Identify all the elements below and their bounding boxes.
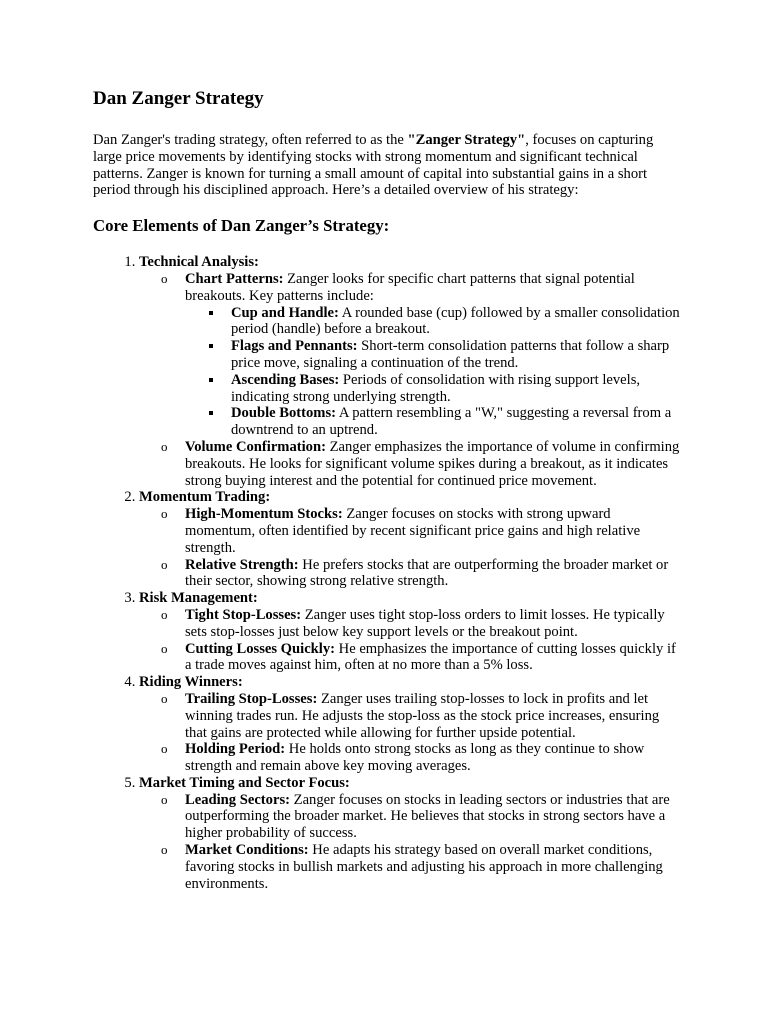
sub-item-holding-period (185, 741, 683, 775)
sub-item-volume-confirmation (185, 439, 683, 489)
pattern-text: A rounded base (cup) followed by a smaller consolidation period (handle) before a breakout. (231, 304, 680, 338)
sub-item-text: Zanger looks for specific chart patterns that signal potential breakouts. Key patterns include: (185, 270, 635, 304)
sub-item-relative-strength (185, 557, 683, 591)
pattern-ascending-bases (231, 372, 683, 406)
pattern-double-bottoms (231, 405, 683, 439)
list-item-risk-management (139, 590, 683, 674)
list-item-market-timing (139, 775, 683, 893)
sub-item-term: Trailing Stop-Losses: (185, 690, 318, 707)
sub-item-text: Zanger uses trailing stop-losses to lock in profits and let winning trades run. He adjusts the stop-loss as the stock price increases, ensuring that gains are protected while allowing for further upside potential. (185, 690, 660, 741)
pattern-text: A pattern resembling a "W," suggesting a reversal from a downtrend to an uptrend. (231, 405, 672, 439)
list-item-heading: Riding Winners: (139, 674, 243, 691)
intro-text-before: Dan Zanger's trading strategy, often referred to as the (93, 132, 408, 148)
list-item-momentum-trading (139, 489, 683, 590)
document-page (93, 87, 683, 892)
intro-strategy-name: "Zanger Strategy" (407, 132, 526, 148)
sub-list (139, 792, 683, 893)
list-item-riding-winners (139, 674, 683, 775)
pattern-term: Flags and Pennants: (231, 338, 358, 355)
list-item-heading: Market Timing and Sector Focus: (139, 774, 350, 791)
core-elements-list (93, 254, 683, 892)
sub-item-term: Cutting Losses Quickly: (185, 640, 336, 657)
pattern-list (185, 305, 683, 439)
sub-item-text: He prefers stocks that are outperforming the broader market or their sector, showing strong relative strength. (185, 556, 669, 590)
sub-item-text: Zanger focuses on stocks in leading sectors or industries that are outperforming the broader market. He believes that stocks in strong sectors have a higher probability of success. (185, 791, 670, 842)
sub-item-text: Zanger focuses on stocks with strong upward momentum, often identified by recent significant price gains and high relative strength. (185, 506, 641, 556)
sub-item-term: Holding Period: (185, 741, 286, 758)
sub-item-text: Zanger uses tight stop-loss orders to limit losses. He typically sets stop-losses just below key support levels or the breakout point. (185, 606, 665, 640)
sub-list (139, 607, 683, 674)
sub-list (139, 506, 683, 590)
sub-item-term: Volume Confirmation: (185, 438, 326, 455)
sub-item-text: He adapts his strategy based on overall market conditions, favoring stocks in bullish markets and adjusting his approach in more challenging environments. (185, 842, 663, 892)
section-heading: Core Elements of Dan Zanger’s Strategy: (93, 216, 390, 236)
pattern-term: Double Bottoms: (231, 405, 336, 422)
intro-paragraph (93, 132, 683, 199)
sub-item-term: Chart Patterns: (185, 270, 284, 287)
sub-item-term: Tight Stop-Losses: (185, 606, 302, 623)
sub-item-term: Leading Sectors: (185, 791, 290, 808)
sub-item-leading-sectors (185, 792, 683, 842)
sub-item-chart-patterns (185, 271, 683, 439)
list-item-technical-analysis (139, 254, 683, 489)
sub-item-high-momentum-stocks (185, 506, 683, 556)
sub-list (139, 691, 683, 775)
pattern-text: Periods of consolidation with rising support levels, indicating strong underlying strength. (231, 371, 641, 405)
sub-item-text: He emphasizes the importance of cutting losses quickly if a trade moves against him, often at no more than a 5% loss. (185, 640, 676, 674)
list-item-heading: Risk Management: (139, 590, 258, 607)
list-item-heading: Technical Analysis: (139, 254, 259, 271)
sub-item-market-conditions (185, 842, 683, 892)
sub-item-trailing-stop-losses (185, 691, 683, 741)
sub-item-term: Relative Strength: (185, 556, 299, 573)
pattern-cup-and-handle (231, 305, 683, 339)
pattern-text: Short-term consolidation patterns that follow a sharp price move, signaling a continuation of the trend. (231, 338, 670, 371)
document-title: Dan Zanger Strategy (93, 88, 264, 109)
pattern-term: Ascending Bases: (231, 371, 340, 388)
list-item-heading: Momentum Trading: (139, 489, 271, 506)
pattern-flags-and-pennants (231, 338, 683, 372)
sub-item-text: Zanger emphasizes the importance of volume in confirming breakouts. He looks for significant volume spikes during a breakout, as it indicates strong buying interest and the potential for continued price movement. (185, 438, 680, 489)
sub-item-cutting-losses-quickly (185, 641, 683, 675)
intro-text-after: , focuses on capturing large price movements by identifying stocks with strong momentum and significant technical patterns. Zanger is known for turning a small amount of capital into substantial gains in a short period through his disciplined approach. Here’s a detailed overview of his strategy: (93, 132, 654, 199)
sub-item-term: High-Momentum Stocks: (185, 506, 343, 523)
sub-item-term: Market Conditions: (185, 842, 309, 859)
sub-item-tight-stop-losses (185, 607, 683, 641)
pattern-term: Cup and Handle: (231, 304, 339, 321)
sub-item-text: He holds onto strong stocks as long as they continue to show strength and remain above key moving averages. (185, 741, 645, 775)
sub-list (139, 271, 683, 489)
